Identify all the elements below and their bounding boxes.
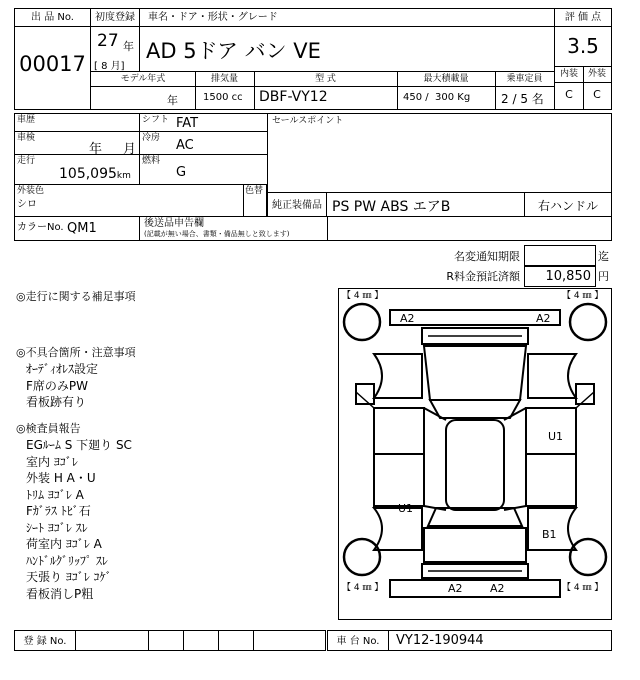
name-change-label: 名変通知期限 [454,250,520,263]
capacity-wrap: 2 / 5 名 [501,92,544,106]
defect-item: 看板跡有り [26,395,87,409]
inspector-item: ｼｰﾄ ﾖｺﾞﾚ ｽﾚ [26,520,88,535]
car-diagram [338,288,612,620]
inspector-item: 看板消しP粗 [26,586,94,601]
color-no-value: QM1 [67,221,97,236]
left-front-door-icon [374,408,424,454]
inspector-item: 天張り ﾖｺﾞﾚ ｺｹﾞ [26,570,112,584]
score-box [554,8,612,110]
lot-box [14,8,91,110]
inspection-year-unit: 年 [89,142,103,157]
driving-notes-heading: ◎走行に関する補足事項 [16,290,136,303]
inspector-heading: ◎検査員報告 [16,421,81,435]
max-load-label: 最大積載量 [423,74,469,84]
hood-icon [424,346,526,400]
model-year-label: モデル年式 [120,74,166,84]
capacity-a: 2 [501,92,509,106]
damage-mark: U1 [548,430,564,443]
chassis-number: VY12-190944 [396,633,484,648]
first-reg-box [90,8,140,72]
inspector-item: 室内 ﾖｺﾞﾚ [26,454,78,469]
tire-fr-label: 【 4 ㎜ 】 [562,291,604,301]
aftermarket-box [139,216,328,241]
mileage-unit: km [116,171,131,181]
history-label: 車歴 [17,115,36,125]
inspector-item: ﾄﾘﾑ ﾖｺﾞﾚ A [26,487,84,502]
score-label: 評 価 点 [564,12,602,23]
registration-label: 登 録 No. [23,636,67,647]
first-reg-label: 初度登録 [95,12,135,23]
model-year-unit: 年 [167,94,178,107]
inspection-month-unit: 月 [123,142,137,157]
damage-mark: A2 [536,312,551,325]
damage-mark: A2 [400,312,415,325]
damage-mark: U1 [398,502,414,515]
ac-value: AC [176,138,194,153]
type-label: 型 式 [315,74,336,84]
right-rear-door-icon [526,454,576,506]
left-rear-door-icon [374,454,424,506]
steering-value: 右ハンドル [537,199,598,213]
spec-row [90,71,555,110]
name-change-field[interactable] [524,245,596,266]
left-front-fender-icon [374,354,422,398]
first-reg-year: 27 [97,31,119,51]
mileage-label: 走行 [17,156,36,166]
damage-mark: B1 [542,528,557,541]
model-label: 車名・ドア・形状・グレード [148,12,278,23]
fuel-value: G [176,165,187,180]
equipment-box [267,192,525,217]
tire-fl-label: 【 4 ㎜ 】 [342,291,384,301]
capacity-b: 5 [520,92,528,106]
fuel-label: 燃料 [142,156,161,166]
equipment-label: 純正装備品 [272,200,322,211]
inspector-item: 外装 H A・U [26,471,96,485]
first-reg-month-unit: 月 [110,61,121,72]
ext-color-value: シロ [17,199,37,210]
model-box [139,8,555,72]
roof-icon [446,420,504,510]
inspector-item: 荷室内 ﾖｺﾞﾚ A [26,537,102,551]
mileage-wrap [59,166,131,182]
ext-color-box [14,184,267,217]
aftermarket-note: (記載が無い場合、書類・備品無しと致します) [144,230,290,238]
color-no-label: カラーNo. [17,222,64,233]
name-change-unit: 迄 [598,250,609,263]
sales-points-box [267,113,612,193]
registration-box [14,630,326,651]
displacement-unit: cc [231,92,243,103]
aftermarket-input[interactable] [327,216,612,241]
max-load-wrap: 450 / 300 Kg [403,92,471,103]
equip-box [139,113,268,185]
capacity-label: 乗車定員 [506,74,543,84]
tire-rr-label: 【 4 ㎜ 】 [562,583,604,593]
steering-box [524,192,612,217]
right-front-fender-icon [528,354,576,398]
damage-mark: A2 [490,582,505,595]
notes-section [16,289,326,602]
tailgate-icon [424,528,526,562]
exterior-label: 外装 [587,69,606,79]
wheel-rl-icon [344,539,380,575]
max-load-b: 300 [435,92,455,103]
front-bumper-icon [390,310,560,325]
displacement-label: 排気量 [210,74,238,84]
wheel-rr-icon [570,539,606,575]
model-type: DBF-VY12 [259,89,328,105]
mileage: 105,095 [59,166,117,182]
inspector-item: ﾊﾝﾄﾞﾙｸﾞﾘｯﾌﾟ ｽﾚ [26,553,108,568]
aftermarket-label: 後送品申告欄 [144,218,204,229]
damage-mark: A2 [448,582,463,595]
capacity-unit: 名 [531,92,544,106]
shift-value: FAT [176,116,199,131]
first-reg-year-unit: 年 [123,40,134,53]
score-value: 3.5 [567,34,599,58]
recycle-amount: 10,850 [545,269,591,284]
defects-heading: ◎不具合箇所・注意事項 [16,345,136,359]
repaint-label: 色替 [245,186,264,196]
inspector-item: EGﾙｰﾑ S 下廻り SC [26,438,132,452]
chassis-box [327,630,612,651]
recycle-label: R料金預託済額 [446,270,520,283]
displacement: 1500 [203,92,229,103]
windshield-icon [430,400,520,418]
wheel-fl-icon [344,304,380,340]
inspection-label: 車検 [17,133,36,143]
interior-grade: C [565,88,573,101]
displacement-wrap [203,92,243,103]
recycle-field [524,266,596,287]
inspector-item: Fｶﾞﾗｽ ﾄﾋﾞ石 [26,504,91,518]
ac-label: 冷房 [142,133,161,143]
sales-points-label: セールスポイント [272,116,344,126]
recycle-unit: 円 [598,270,609,283]
max-load-a: 450 [403,92,423,103]
chassis-label: 車 台 No. [336,636,380,647]
lot-label: 出 品 No. [31,12,74,23]
history-box [14,113,140,185]
wheel-fr-icon [570,304,606,340]
max-load-unit: Kg [457,92,471,103]
first-reg-month-wrap: [ 8 月] [94,61,125,72]
exterior-grade: C [593,88,601,101]
shift-label: シフト [142,115,170,125]
equipment-value: PS PW ABS エアB [332,199,451,215]
tire-rl-label: 【 4 ㎜ 】 [342,583,384,593]
interior-label: 内装 [559,69,578,79]
first-reg-month: 8 [101,61,108,72]
defect-item: ｵｰﾃﾞｨｵﾚｽ設定 [26,362,99,376]
defect-item: F席のみPW [26,378,89,393]
color-no-box [14,216,140,241]
rear-bumper-icon [390,580,560,597]
lot-number: 00017 [19,52,86,76]
ext-color-label: 外装色 [17,186,45,196]
model-name: AD 5ドア バン VE [146,39,321,63]
